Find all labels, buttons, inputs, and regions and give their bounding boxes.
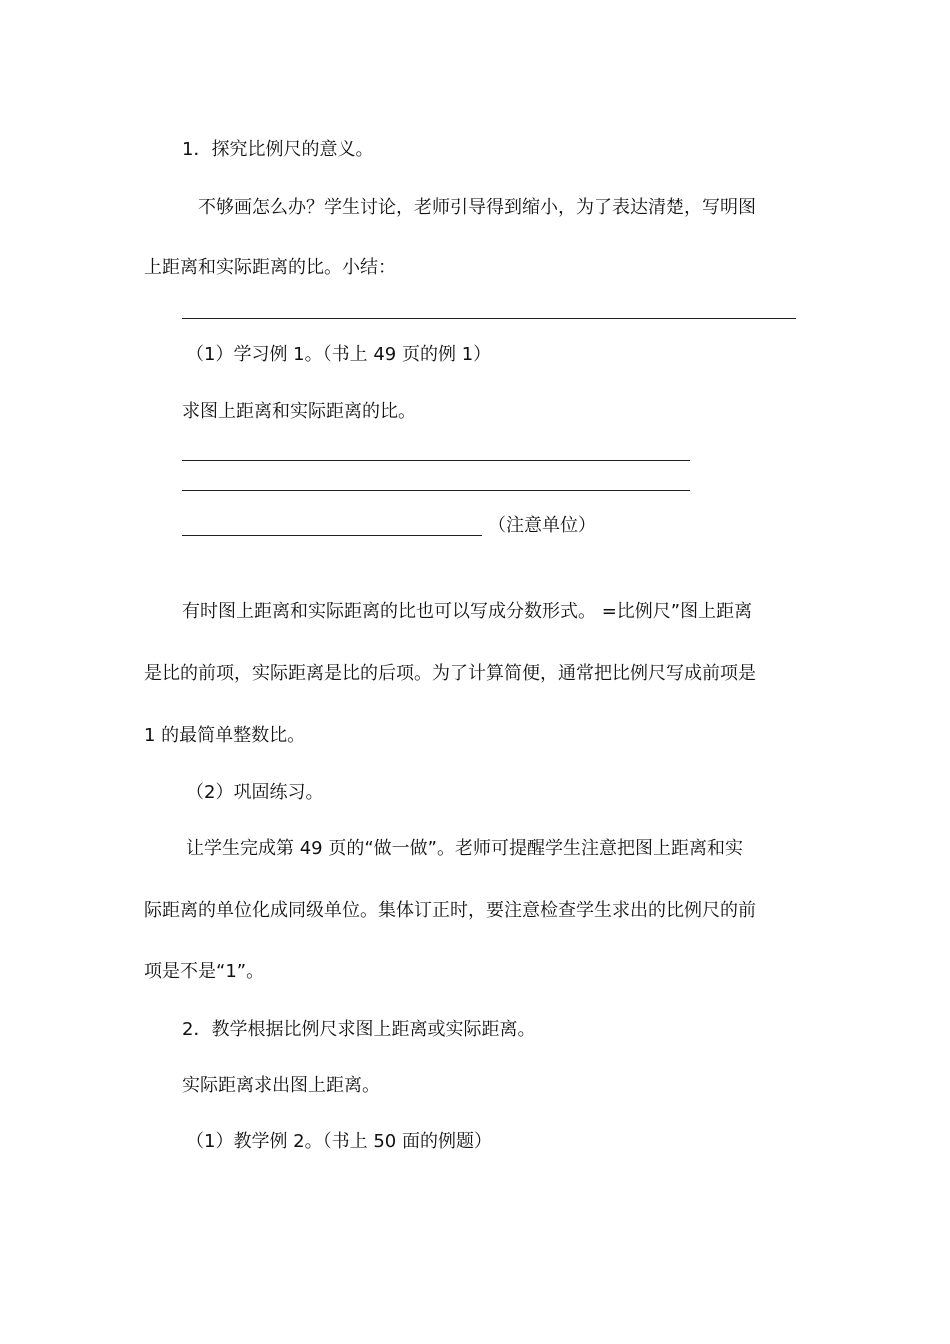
paragraph-line: 求图上距离和实际距离的比。: [182, 401, 416, 422]
fill-in-blank-line: [182, 460, 690, 461]
paragraph-line: 有时图上距离和实际距离的比也可以写成分数形式。 =比例尺”图上距离: [182, 601, 753, 622]
paragraph-line: 项是不是“1”。: [144, 961, 265, 982]
fill-in-blank-line: [182, 318, 796, 319]
section-heading-2: 2．教学根据比例尺求图上距离或实际距离。: [182, 1019, 536, 1040]
section-heading-1: 1．探究比例尺的意义。: [182, 139, 374, 160]
paragraph-line: 际距离的单位化成同级单位。集体订正时，要注意检查学生求出的比例尺的前: [144, 900, 756, 921]
paragraph-line: 实际距离求出图上距离。: [182, 1075, 380, 1096]
fill-in-blank-line: [182, 535, 482, 536]
paragraph-line: 让学生完成第 49 页的“做一做”。老师可提醒学生注意把图上距离和实: [186, 838, 743, 859]
paragraph-line: 是比的前项，实际距离是比的后项。为了计算简便，通常把比例尺写成前项是: [144, 663, 756, 684]
subsection-heading: （1）教学例 2。（书上 50 面的例题）: [186, 1131, 492, 1152]
unit-note: （注意单位）: [488, 515, 596, 536]
paragraph-line: 不够画怎么办？学生讨论，老师引导得到缩小，为了表达清楚，写明图: [198, 197, 756, 218]
subsection-heading: （1）学习例 1。（书上 49 页的例 1）: [186, 344, 492, 365]
fill-in-blank-line: [182, 490, 690, 491]
paragraph-line: 上距离和实际距离的比。小结：: [144, 257, 396, 278]
subsection-heading: （2）巩固练习。: [186, 782, 324, 803]
paragraph-line: 1 的最简单整数比。: [144, 725, 306, 746]
